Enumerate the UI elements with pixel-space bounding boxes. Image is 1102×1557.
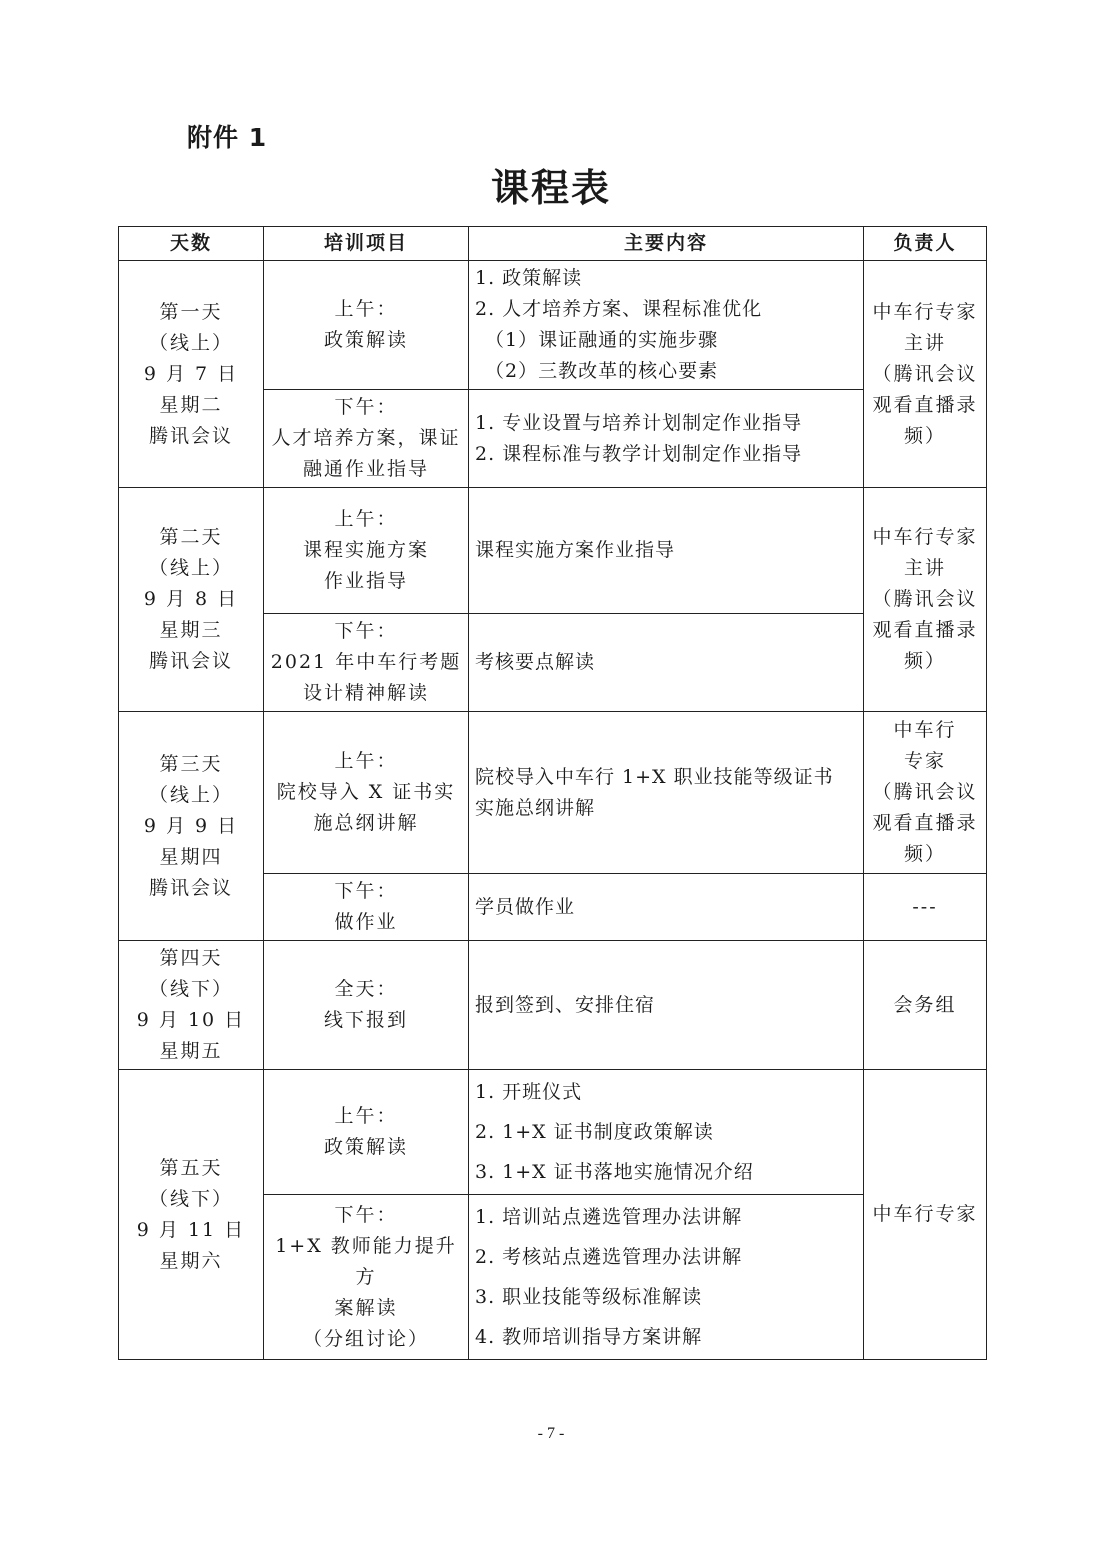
owner-line: 中车行专家 (872, 1203, 978, 1225)
day-weekday: 星期三 (159, 619, 223, 641)
item-cell (264, 390, 469, 488)
content-line: 2. 1+X 证书制度政策解读 (475, 1121, 714, 1143)
content-cell (469, 488, 864, 614)
content-line: 4. 教师培训指导方案讲解 (475, 1326, 703, 1348)
owner-line: 中车行专家 (872, 526, 978, 548)
item-time: 上午： (334, 508, 398, 530)
owner-line: 主讲 (903, 557, 946, 579)
owner-line: （腾讯会议 (872, 588, 978, 610)
day-date: 9 月 10 日 (136, 1009, 246, 1031)
content-line: 3. 1+X 证书落地实施情况介绍 (475, 1161, 754, 1183)
owner-cell (864, 874, 987, 941)
owner-line: 频） (903, 650, 946, 672)
content-cell (469, 261, 864, 390)
item-cell (264, 1195, 469, 1360)
day-mode: （线上） (148, 783, 233, 806)
item-title: 2021 年中车行考题 (270, 651, 462, 673)
content-line: 1. 政策解读 (475, 267, 583, 289)
content-line: 课程实施方案作业指导 (475, 539, 676, 561)
item-title: 课程实施方案 (302, 539, 429, 561)
content-line: 报到签到、安排住宿 (475, 993, 656, 1016)
item-time: 下午： (334, 880, 398, 902)
item-title: 融通作业指导 (302, 458, 429, 480)
owner-cell (864, 941, 987, 1070)
schedule-table (118, 226, 987, 1360)
item-time: 下午： (334, 620, 398, 642)
day-mode: （线下） (148, 1187, 233, 1210)
owner-line: 观看直播录 (872, 393, 978, 416)
day-weekday: 星期五 (159, 1040, 223, 1062)
day-mode: （线下） (148, 978, 233, 1000)
item-title: 院校导入 X 证书实 (276, 781, 456, 803)
day-cell (119, 261, 264, 488)
owner-cell (864, 1070, 987, 1360)
column-header-day: 天数 (119, 227, 264, 261)
content-line: 1. 开班仪式 (475, 1081, 583, 1103)
item-time: 全天： (334, 978, 398, 1000)
item-time: 上午： (334, 1105, 398, 1127)
content-line: 3. 职业技能等级标准解读 (475, 1286, 703, 1308)
item-title: 作业指导 (323, 570, 408, 592)
item-title: 设计精神解读 (302, 682, 429, 704)
content-line: （2）三教改革的核心要素 (485, 360, 719, 382)
column-header-content: 主要内容 (469, 227, 864, 261)
content-line: 实施总纲讲解 (475, 796, 596, 819)
item-title: 1+X 教师能力提升方 (275, 1234, 457, 1288)
owner-line: 频） (903, 424, 946, 447)
table-row (119, 1070, 987, 1195)
content-cell (469, 1195, 864, 1360)
day-label: 第四天 (159, 947, 223, 969)
table-header-row (119, 227, 987, 261)
item-cell (264, 874, 469, 941)
owner-cell (864, 261, 987, 488)
page-title: 课程表 (490, 166, 611, 210)
column-header-owner: 负责人 (864, 227, 987, 261)
day-date: 9 月 7 日 (143, 362, 239, 385)
day-date: 9 月 9 日 (143, 814, 239, 837)
content-cell (469, 712, 864, 874)
owner-line: （腾讯会议 (872, 362, 978, 385)
item-title: （分组讨论） (302, 1327, 429, 1350)
page-number: - 7 - (537, 1425, 565, 1442)
owner-line: 频） (903, 843, 946, 865)
day-cell (119, 941, 264, 1070)
owner-line: 专家 (903, 750, 946, 772)
item-title: 做作业 (334, 911, 398, 933)
content-line: 2. 课程标准与教学计划制定作业指导 (475, 442, 803, 465)
content-line: 2. 人才培养方案、课程标准优化 (475, 298, 763, 320)
day-date: 9 月 8 日 (143, 588, 239, 610)
item-time: 上午： (334, 298, 398, 320)
content-line: 学员做作业 (475, 895, 576, 918)
owner-cell (864, 712, 987, 874)
day-cell (119, 1070, 264, 1360)
owner-line: 主讲 (903, 331, 946, 354)
item-cell (264, 1070, 469, 1195)
day-weekday: 星期六 (159, 1249, 223, 1272)
day-mode: （线上） (148, 557, 233, 579)
item-title: 线下报到 (323, 1009, 408, 1031)
day-weekday: 星期四 (159, 845, 223, 868)
day-label: 第二天 (159, 526, 223, 548)
table-row (119, 261, 987, 390)
day-cell (119, 488, 264, 712)
owner-cell (864, 488, 987, 712)
owner-line: 中车行专家 (872, 300, 978, 323)
table-row (119, 712, 987, 874)
day-label: 第一天 (159, 300, 223, 323)
content-line: 考核要点解读 (475, 651, 596, 673)
content-cell (469, 874, 864, 941)
day-cell (119, 712, 264, 941)
day-label: 第三天 (159, 752, 223, 775)
day-date: 9 月 11 日 (136, 1218, 246, 1241)
content-line: 院校导入中车行 1+X 职业技能等级证书 (475, 765, 834, 788)
day-platform: 腾讯会议 (148, 876, 233, 899)
owner-line: 会务组 (893, 993, 957, 1016)
content-line: 1. 培训站点遴选管理办法讲解 (475, 1206, 743, 1228)
content-cell (469, 1070, 864, 1195)
content-line: 2. 考核站点遴选管理办法讲解 (475, 1246, 743, 1268)
attachment-label: 附件 1 (187, 123, 268, 152)
content-cell (469, 614, 864, 712)
item-time: 下午： (334, 1203, 398, 1226)
item-cell (264, 712, 469, 874)
item-title: 人才培养方案，课证 (271, 427, 461, 449)
owner-line: --- (912, 895, 938, 918)
owner-line: 观看直播录 (872, 812, 978, 834)
day-platform: 腾讯会议 (148, 424, 233, 447)
content-cell (469, 390, 864, 488)
owner-line: （腾讯会议 (872, 781, 978, 803)
item-time: 上午： (334, 750, 398, 772)
item-title: 政策解读 (323, 329, 408, 351)
item-title: 施总纲讲解 (313, 812, 419, 834)
day-label: 第五天 (159, 1156, 223, 1179)
item-cell (264, 614, 469, 712)
day-mode: （线上） (148, 331, 233, 354)
owner-line: 观看直播录 (872, 619, 978, 641)
column-header-item: 培训项目 (264, 227, 469, 261)
item-cell (264, 488, 469, 614)
item-title: 政策解读 (323, 1136, 408, 1158)
content-cell (469, 941, 864, 1070)
content-line: 1. 专业设置与培养计划制定作业指导 (475, 411, 803, 434)
content-line: （1）课证融通的实施步骤 (485, 329, 719, 351)
item-title: 案解读 (334, 1296, 398, 1319)
day-weekday: 星期二 (159, 393, 223, 416)
day-platform: 腾讯会议 (148, 650, 233, 672)
owner-line: 中车行 (893, 719, 957, 741)
table-row (119, 941, 987, 1070)
item-cell (264, 941, 469, 1070)
table-row (119, 488, 987, 614)
item-time: 下午： (334, 396, 398, 418)
item-cell (264, 261, 469, 390)
